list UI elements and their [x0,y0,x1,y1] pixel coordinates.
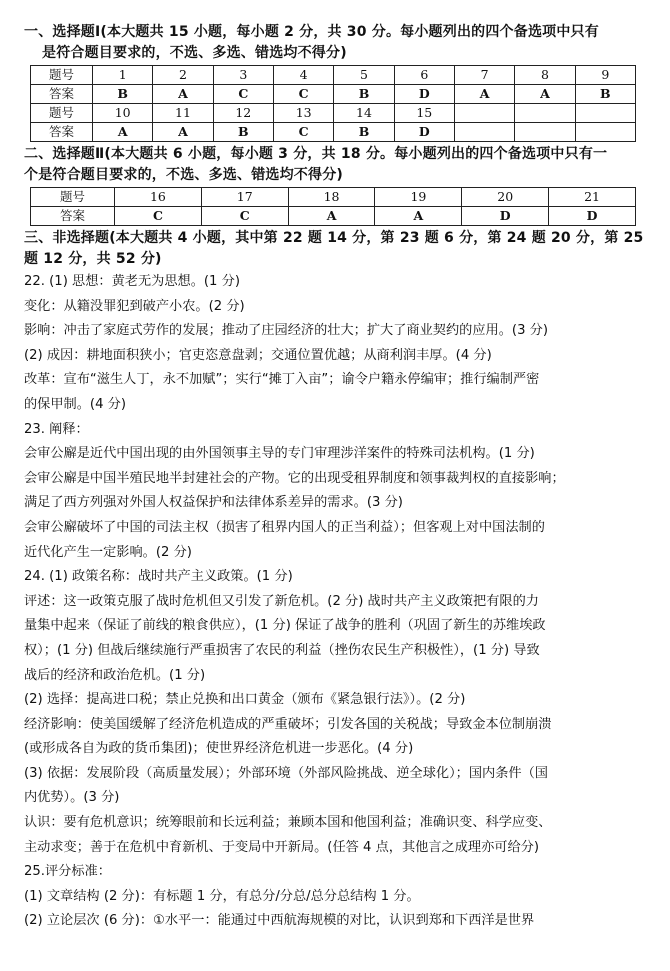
text-line: (或形成各自为政的货币集团)；使世界经济危机进一步恶化。(4 分) [24,741,414,757]
question-number: 12 [213,104,273,123]
question-number: 6 [394,66,454,85]
section2-title-line2: 个是符合题目要求的，不选、多选、错选均不得分) [24,167,343,183]
text-line: 内优势）。(3 分) [24,790,120,806]
question-number: 19 [375,188,462,207]
empty-cell [575,123,635,142]
text-line: 影响：冲击了家庭式劳作的发展；推动了庄园经济的壮大；扩大了商业契约的应用。(3 分) [24,323,548,339]
question-number: 1 [93,66,153,85]
text-line: (2) 立论层次 (6 分)：①水平一：能通过中西航海规模的对比，认识到郑和下西洋是世界 [24,913,535,929]
table-row [31,66,636,85]
question-number: 14 [334,104,394,123]
table-row [31,207,636,226]
answer-cell: B [575,85,635,104]
answer-cell: B [334,123,394,142]
answer-cell: C [115,207,202,226]
section1-answer-table [30,65,636,142]
answer-cell: B [213,123,273,142]
text-line: 22. (1) 思想：黄老无为思想。(1 分) [24,274,240,289]
question-number: 17 [201,188,288,207]
row-header: 答案 [31,85,93,104]
question-number: 8 [515,66,575,85]
answer-cell: A [93,123,153,142]
question-number: 5 [334,66,394,85]
text-line: 改革：宣布“滋生人丁，永不加赋”；实行“摊丁入亩”；谕令户籍永停编审；推行编制严密 [24,372,540,388]
answer-cell: C [273,123,333,142]
text-line: 24. (1) 政策名称：战时共产主义政策。(1 分) [24,569,293,585]
row-header: 答案 [31,123,93,142]
question-number: 11 [153,104,213,123]
row-header: 题号 [31,104,93,123]
section3-title [24,228,648,270]
table-row [31,188,636,207]
text-line: 的保甲制。(4 分) [24,396,126,412]
text-line: (1) 文章结构 (2 分)：有标题 1 分，有总分/分总/总分总结构 1 分。 [24,888,420,904]
answer-cell: C [213,85,273,104]
empty-cell [515,123,575,142]
row-header: 题号 [31,188,115,207]
section3-title-line2: 题 12 分，共 52 分) [24,251,162,267]
text-line: (2) 选择：提高进口税；禁止兑换和出口黄金（颁布《紧急银行法》）。(2 分) [24,692,466,708]
answer-cell: A [288,207,375,226]
answer-cell: A [454,85,514,104]
empty-cell [454,123,514,142]
answer-cell: D [394,123,454,142]
text-line: 满足了西方列强对外国人权益保护和法律体系差异的需求。(3 分) [24,495,403,511]
question-number: 13 [273,104,333,123]
question-number: 10 [93,104,153,123]
text-line: 近代化产生一定影响。(2 分) [24,544,192,560]
row-header: 题号 [31,66,93,85]
section2-title-line1: 二、选择题Ⅱ(本大题共 6 小题，每小题 3 分，共 18 分。每小题列出的四个备选项中只有一 [24,146,608,162]
section1-title [24,22,648,64]
answer-cell: A [515,85,575,104]
answer-cell: A [375,207,462,226]
question-number: 2 [153,66,213,85]
row-header: 答案 [31,207,115,226]
answer-cell: C [273,85,333,104]
question-number: 16 [115,188,202,207]
question-number: 21 [549,188,636,207]
section3-title-line1: 三、非选择题(本大题共 4 小题，其中第 22 题 14 分，第 23 题 6 分，第 24 题 20 分，第 25 [24,230,644,246]
answer-cell: A [153,123,213,142]
question-number: 18 [288,188,375,207]
answer-cell: C [201,207,288,226]
text-line: 主动求变；善于在危机中育新机、于变局中开新局。(任答 4 点，其他言之成理亦可给分) [24,839,539,855]
question-number: 15 [394,104,454,123]
section1-title-line2: 是符合题目要求的，不选、多选、错选均不得分) [42,45,347,61]
text-line: 战后的经济和政治危机。(1 分) [24,667,206,683]
text-line: 权）；(1 分) 但战后继续施行严重损害了农民的利益（挫伤农民生产积极性），(1 分) 导致 [24,642,540,658]
empty-cell [575,104,635,123]
question-number: 7 [454,66,514,85]
text-line: (3) 依据：发展阶段（高质量发展）；外部环境（外部风险挑战、逆全球化）；国内条件（国 [24,765,548,781]
table-row [31,85,636,104]
section2-title [24,144,648,186]
text-line: 会审公廨破坏了中国的司法主权（损害了租界内国人的正当利益）；但客观上对中国法制的 [24,519,545,535]
section2-answer-table [30,187,636,226]
text-line: 会审公廨是近代中国出现的由外国领事主导的专门审理涉洋案件的特殊司法机构。(1 分) [24,446,535,462]
question-number: 20 [462,188,549,207]
text-line: 认识：要有危机意识；统筹眼前和长远利益；兼顾本国和他国利益；准确识变、科学应变、 [24,815,552,831]
text-line: 25.评分标准： [24,864,111,880]
empty-cell [515,104,575,123]
table-row [31,104,636,123]
answer-cell: D [462,207,549,226]
answer-cell: A [153,85,213,104]
section1-title-line1: 一、选择题Ⅰ(本大题共 15 小题，每小题 2 分，共 30 分。每小题列出的四个备选项中只有 [24,24,599,40]
text-line: 经济影响：使美国缓解了经济危机造成的严重破坏；引发各国的关税战；导致金本位制崩溃 [24,716,552,732]
empty-cell [454,104,514,123]
answer-cell: B [334,85,394,104]
text-line: (2) 成因：耕地面积狭小；官吏恣意盘剥；交通位置优越；从商利润丰厚。(4 分) [24,347,492,363]
text-line: 量集中起来（保证了前线的粮食供应），(1 分) 保证了战争的胜利（巩固了新生的苏维埃政 [24,618,546,634]
answer-cell: D [394,85,454,104]
answer-cell: B [93,85,153,104]
text-line: 会审公廨是中国半殖民地半封建社会的产物。它的出现受租界制度和领事裁判权的直接影响； [24,470,565,486]
question-number: 3 [213,66,273,85]
answer-cell: D [549,207,636,226]
text-line: 评述：这一政策克服了战时危机但又引发了新危机。(2 分) 战时共产主义政策把有限的力 [24,593,539,609]
text-line: 变化：从籍没罪犯到破产小农。(2 分) [24,298,245,314]
text-line: 23. 阐释： [24,421,89,437]
question-number: 4 [273,66,333,85]
table-row [31,123,636,142]
question-number: 9 [575,66,635,85]
answer-body [24,270,648,934]
